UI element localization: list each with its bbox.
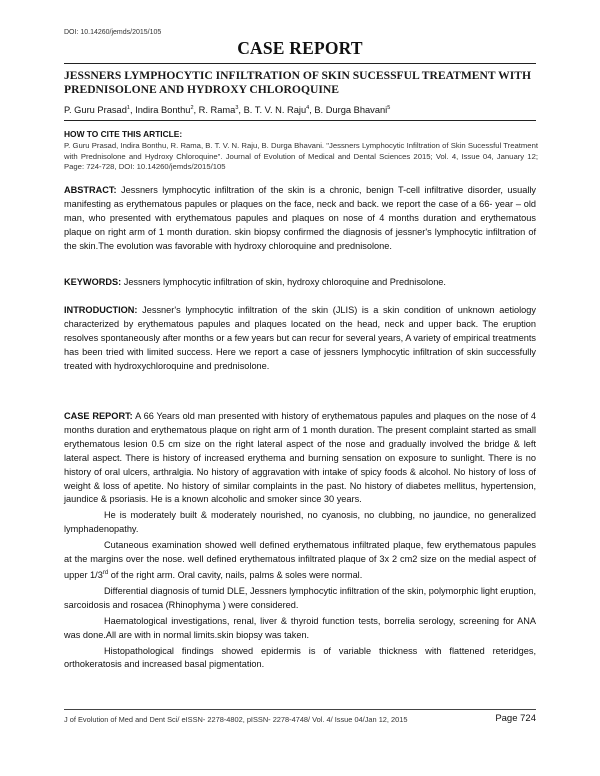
introduction-label: INTRODUCTION: [64,305,138,315]
author: R. Rama$^3$, [198,105,244,116]
author-list [64,102,540,116]
page-number: Page 724 [495,713,536,724]
doi-header: DOI: 10.14260/jemds/2015/105 [64,29,162,36]
author: B. T. V. N. Raju$^4$, [243,105,315,116]
keywords [64,276,536,290]
footer-divider [64,709,536,710]
title-divider [64,63,536,64]
case-report-paragraph: Cutaneous examination showed well defined erythematous infiltrated plaque, few erythematous papules at the margins over the nose. well defined erythematous infiltrated plaque of 3x 2 cm2 size on the medial aspect of upper 1/3rd of the right arm. Oral cavity, nails, palms & soles were normal. [64,540,536,581]
keywords-label: KEYWORDS: [64,277,122,287]
case-report-paragraph: Histopathological findings showed epidermis is of variable thickness with flattened reteridges, orthokeratosis and increased basal pigmentation. [64,645,536,670]
keywords-text: Jessners lymphocytic infiltration of skin, hydroxy chloroquine and Prednisolone. [121,277,446,287]
case-report-label: CASE REPORT: [64,411,133,421]
abstract-text: Jessners lymphocytic infiltration of the skin is a chronic, benign T-cell infiltrative disorder, usually manifesting as erythematous papules or plaques on the face, neck and back. we report the case of a 66- year – old man, who presented with erythematous papules and plaques on nose of 4 months duration and erythematous plaque on right arm of 1 month duration. skin biopsy confirmed the diagnosis of jessner's lymphocytic infiltration of the skin.The evolution was favorable with hydroxy chloroquine and prednisolone. [64,185,536,251]
case-report-paragraph: He is moderately built & moderately nourished, no cyanosis, no clubbing, no jaundice, no generalized lymphadenopathy. [64,510,536,535]
case-report-paragraph: Haematological investigations, renal, liver & thyroid function tests, borrelia serology, screening for ANA was done.All are with in normal limits.skin biopsy was taken. [64,615,536,640]
case-report [64,410,536,672]
authors-divider [64,120,536,121]
cite-text: P. Guru Prasad, Indira Bonthu, R. Rama, B. T. V. N. Raju, B. Durga Bhavani. "Jessners Lymphocytic Infiltration of Skin Sucessful Treatment with Prednisolone and Hydroxy Chloroquine". Journal of Evolution of Medical and Dental Sciences 2015; Vol. 4, Issue 04, January 12; Page: 724-728, DOI: 10.14260/jemds/2015/105 [64,141,538,172]
introduction [64,304,536,374]
introduction-text: Jessner's lymphocytic infiltration of the skin (JLIS) is a skin condition of unknown aetiology characterized by erythematous papules and plaques located on the head, neck and upper back. The eruption resolves spontaneously after months or a few years but can recur for several years, A variety of empirical treatments has been tried with limited success. Here we report a case of jessners lymphocytic infiltration of skin successfully treated with hydroxychloroquine and prednisolone. [64,305,536,371]
case-report-paragraph: Differential diagnosis of tumid DLE, Jessners lymphocytic infiltration of the skin, polymorphic light eruption, sarcoidosis and rosacea (Rhinophyma ) were considered. [64,585,536,610]
author: B. Durga Bhavani$^5$ [314,105,391,116]
abstract [64,184,536,254]
paper-title: JESSNERS LYMPHOCYTIC INFILTRATION OF SKIN SUCESSFUL TREATMENT WITH PREDNISOLONE AND HYDROXY CHLOROQUINE [64,69,531,96]
abstract-label: ABSTRACT: [64,185,117,195]
footer-journal: J of Evolution of Med and Dent Sci/ eISSN- 2278-4802, pISSN- 2278-4748/ Vol. 4/ Issue 04/Jan 12, 2015 [64,715,408,724]
case-report-paragraph: CASE REPORT: A 66 Years old man presented with history of erythematous papules and plaques on the nose of 4 months duration and erythematous plaque on right arm of 1 month duration. The present complaint started as small erythematous lesion 0.5 cm size on the right lateral aspect of the nose and gradually involved the bridge & left lateral aspect. There is history of increased erythema and burning sensation on exposure to sunlight. There is no history of oral ulcers, arthralgia. No history of aggravation with intake of spicy foods & alcohol. No history of loss of weight & loss of apetite. No history of similar complaints in the past. No history of diabetes mellitus, hypertension, jaundice & psoriasis. He is a known alcoholic and smoker since 30 years. [64,411,536,505]
author: Indira Bonthu$^2$, [135,105,199,116]
author: P. Guru Prasad$^1$, [64,105,136,116]
cite-heading: HOW TO CITE THIS ARTICLE: [64,129,183,139]
section-title: CASE REPORT [237,38,363,58]
